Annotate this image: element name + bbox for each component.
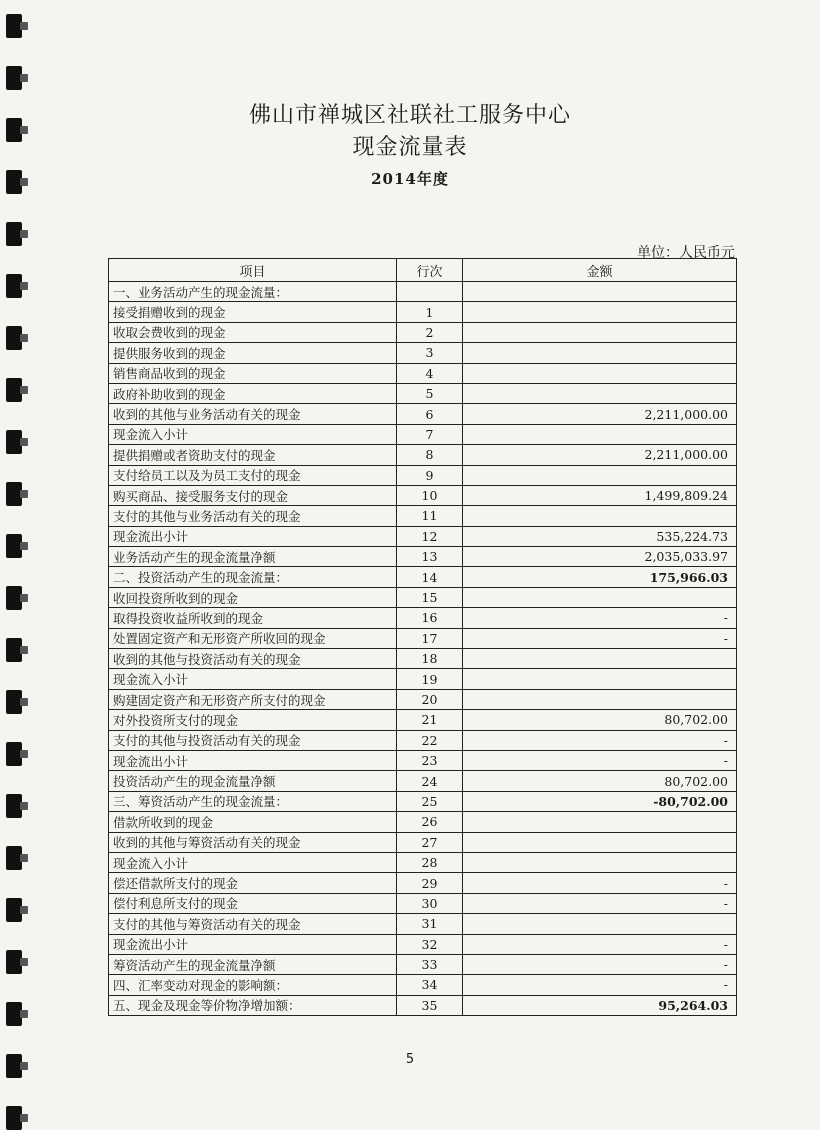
page-number: 5 [405,1052,415,1067]
row-amount [463,832,737,852]
row-item-label: 五、现金及现金等价物净增加额： [109,995,397,1015]
table-row [109,282,737,302]
table-row [109,995,737,1015]
row-amount [463,812,737,832]
row-amount [463,587,737,607]
binding-ring [6,794,22,818]
table-header-row [109,259,737,282]
row-item-label: 支付的其他与筹资活动有关的现金 [109,914,397,934]
row-amount [463,302,737,322]
table-row [109,771,737,791]
row-amount [463,322,737,342]
row-number: 24 [397,771,463,791]
row-amount: 80,702.00 [463,771,737,791]
row-item-label: 二、投资活动产生的现金流量： [109,567,397,587]
row-item-label: 现金流出小计 [109,934,397,954]
row-number: 10 [397,485,463,505]
row-item-label: 收到的其他与业务活动有关的现金 [109,404,397,424]
row-amount: - [463,873,737,893]
header-item: 项目 [109,259,397,282]
row-amount: 2,211,000.00 [463,404,737,424]
binding-ring [6,274,22,298]
row-amount [463,669,737,689]
document-title: 现金流量表 [352,135,468,160]
row-item-label: 对外投资所支付的现金 [109,710,397,730]
row-item-label: 支付的其他与投资活动有关的现金 [109,730,397,750]
currency-unit: 单位：人民币元 [637,245,735,261]
row-number: 19 [397,669,463,689]
row-number: 26 [397,812,463,832]
organization-name: 佛山市禅城区社联社工服务中心 [248,103,571,128]
row-amount: - [463,934,737,954]
binding-ring [6,430,22,454]
table-row [109,363,737,383]
row-amount: - [463,608,737,628]
table-row [109,669,737,689]
row-item-label: 现金流入小计 [109,852,397,872]
row-number: 5 [397,383,463,403]
row-number: 14 [397,567,463,587]
table-row [109,649,737,669]
row-item-label: 接受捐赠收到的现金 [109,302,397,322]
row-item-label: 收到的其他与筹资活动有关的现金 [109,832,397,852]
row-number: 2 [397,322,463,342]
row-amount [463,649,737,669]
table-row [109,383,737,403]
binding-ring [6,638,22,662]
row-amount [463,343,737,363]
row-number: 23 [397,750,463,770]
row-number: 13 [397,547,463,567]
table-row [109,852,737,872]
table-row [109,730,737,750]
row-amount: 175,966.03 [463,567,737,587]
row-number: 7 [397,424,463,444]
row-number: 11 [397,506,463,526]
table-row [109,404,737,424]
row-amount: - [463,975,737,995]
table-row [109,547,737,567]
row-item-label: 购买商品、接受服务支付的现金 [109,485,397,505]
row-item-label: 借款所收到的现金 [109,812,397,832]
row-item-label: 投资活动产生的现金流量净额 [109,771,397,791]
row-item-label: 处置固定资产和无形资产所收回的现金 [109,628,397,648]
binding-ring [6,14,22,38]
row-item-label: 政府补助收到的现金 [109,383,397,403]
row-number: 27 [397,832,463,852]
row-amount [463,689,737,709]
row-amount: - [463,954,737,974]
row-item-label: 购建固定资产和无形资产所支付的现金 [109,689,397,709]
row-number: 32 [397,934,463,954]
row-amount: 2,035,033.97 [463,547,737,567]
binding-ring [6,742,22,766]
cash-flow-table [108,258,737,1016]
row-item-label: 现金流出小计 [109,526,397,546]
row-amount [463,914,737,934]
report-year: 2014年度 [371,170,449,188]
row-number: 3 [397,343,463,363]
binding-ring [6,950,22,974]
row-number: 8 [397,445,463,465]
row-amount [463,465,737,485]
table-row [109,465,737,485]
row-item-label: 支付给员工以及为员工支付的现金 [109,465,397,485]
row-amount [463,424,737,444]
table-row [109,608,737,628]
row-number: 1 [397,302,463,322]
row-item-label: 现金流入小计 [109,424,397,444]
binding-ring [6,846,22,870]
row-number: 20 [397,689,463,709]
row-item-label: 收取会费收到的现金 [109,322,397,342]
row-number: 28 [397,852,463,872]
row-item-label: 提供捐赠或者资助支付的现金 [109,445,397,465]
row-number: 12 [397,526,463,546]
table-row [109,485,737,505]
row-number: 29 [397,873,463,893]
table-row [109,628,737,648]
row-number: 34 [397,975,463,995]
row-amount [463,506,737,526]
row-amount: 95,264.03 [463,995,737,1015]
table-row [109,445,737,465]
row-number: 21 [397,710,463,730]
row-item-label: 三、筹资活动产生的现金流量： [109,791,397,811]
row-item-label: 筹资活动产生的现金流量净额 [109,954,397,974]
row-amount: 2,211,000.00 [463,445,737,465]
binding-ring [6,378,22,402]
binding-ring [6,222,22,246]
row-number: 33 [397,954,463,974]
table-row [109,750,737,770]
table-row [109,322,737,342]
table-row [109,975,737,995]
row-number: 4 [397,363,463,383]
row-number: 15 [397,587,463,607]
binding-ring [6,326,22,350]
table-row [109,526,737,546]
row-amount: - [463,750,737,770]
row-amount [463,383,737,403]
row-amount: - [463,628,737,648]
row-amount: 535,224.73 [463,526,737,546]
row-item-label: 收回投资所收到的现金 [109,587,397,607]
table-row [109,914,737,934]
row-amount [463,852,737,872]
row-number: 17 [397,628,463,648]
row-number: 6 [397,404,463,424]
table-row [109,567,737,587]
row-item-label: 支付的其他与业务活动有关的现金 [109,506,397,526]
row-number: 18 [397,649,463,669]
table-row [109,832,737,852]
row-amount: -80,702.00 [463,791,737,811]
row-amount: - [463,893,737,913]
row-number: 9 [397,465,463,485]
row-number: 22 [397,730,463,750]
row-item-label: 偿还借款所支付的现金 [109,873,397,893]
row-item-label: 一、业务活动产生的现金流量： [109,282,397,302]
table-row [109,587,737,607]
row-item-label: 现金流入小计 [109,669,397,689]
header-row-number: 行次 [397,259,463,282]
binding-ring [6,1106,22,1130]
row-item-label: 现金流出小计 [109,750,397,770]
row-number: 16 [397,608,463,628]
table-row [109,343,737,363]
table-row [109,812,737,832]
table-row [109,424,737,444]
row-number [397,282,463,302]
table-row [109,934,737,954]
table-row [109,873,737,893]
row-amount: 80,702.00 [463,710,737,730]
row-item-label: 四、汇率变动对现金的影响额： [109,975,397,995]
table-row [109,710,737,730]
row-item-label: 收到的其他与投资活动有关的现金 [109,649,397,669]
row-number: 35 [397,995,463,1015]
binding-ring [6,482,22,506]
table-row [109,689,737,709]
row-item-label: 提供服务收到的现金 [109,343,397,363]
row-item-label: 偿付利息所支付的现金 [109,893,397,913]
table-row [109,954,737,974]
row-item-label: 销售商品收到的现金 [109,363,397,383]
table-row [109,893,737,913]
table-row [109,791,737,811]
binding-ring [6,534,22,558]
binding-ring [6,1002,22,1026]
row-amount [463,363,737,383]
binding-ring [6,898,22,922]
row-number: 30 [397,893,463,913]
table-row [109,506,737,526]
binding-ring [6,66,22,90]
row-item-label: 取得投资收益所收到的现金 [109,608,397,628]
row-amount [463,282,737,302]
binding-ring [6,586,22,610]
binding-ring [6,690,22,714]
row-number: 25 [397,791,463,811]
header-amount: 金额 [463,259,737,282]
row-number: 31 [397,914,463,934]
table-row [109,302,737,322]
row-amount: 1,499,809.24 [463,485,737,505]
row-amount: - [463,730,737,750]
row-item-label: 业务活动产生的现金流量净额 [109,547,397,567]
